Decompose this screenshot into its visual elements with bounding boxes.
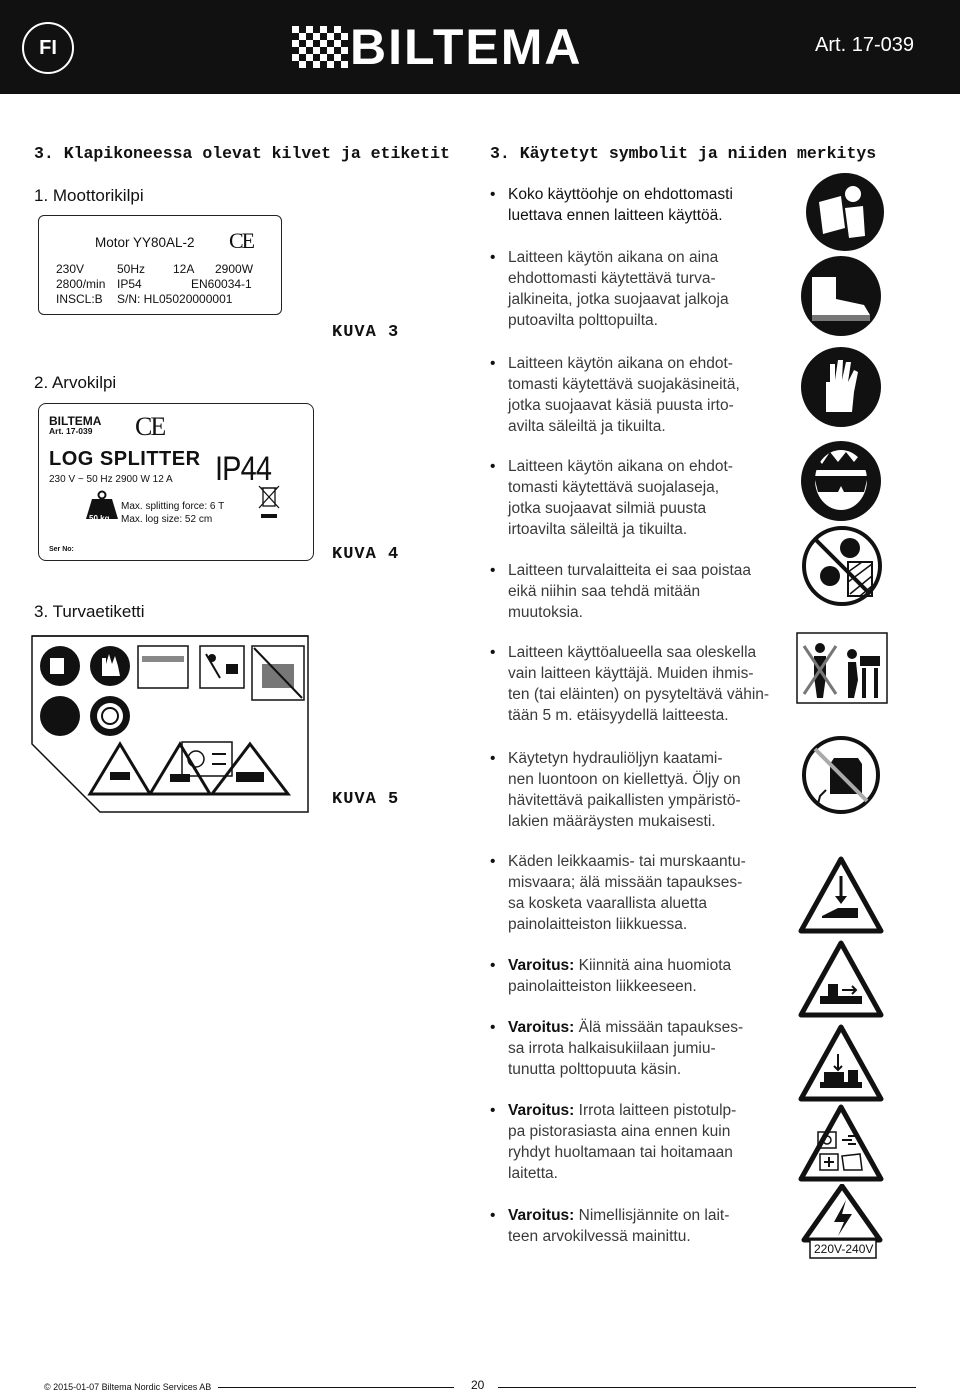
motor-standard: EN60034-1: [191, 277, 252, 291]
rating-brand: BILTEMA: [49, 414, 102, 428]
bullet: •: [490, 355, 496, 372]
bullet: •: [490, 1207, 496, 1224]
symbol-text: Älä missään tapaukses- sa irrota halkaisukiilaan jumiu- tunutta polttopuuta käsin.: [508, 1019, 744, 1078]
jammed-log-warning-icon: [798, 1024, 884, 1102]
rating-limits: [121, 500, 224, 526]
symbol-item: [490, 748, 790, 832]
no-removing-guards-icon: [800, 524, 884, 608]
bullet: •: [490, 1102, 496, 1119]
language-badge: FI: [22, 22, 74, 74]
checker-flag-icon: [292, 22, 348, 72]
labels-heading: 3. Klapikoneessa olevat kilvet ja etiketit: [34, 144, 450, 163]
brand-name: BILTEMA: [350, 19, 583, 75]
gloves-icon: [800, 346, 882, 428]
motor-current: 12A: [173, 262, 195, 276]
symbol-item: [490, 642, 790, 726]
symbol-item: [490, 353, 790, 437]
ip-rating: IP44: [215, 450, 272, 488]
safety-label-heading: 3. Turvaetiketti: [34, 602, 145, 621]
symbol-item: [490, 1100, 790, 1184]
symbol-item: [490, 851, 790, 935]
symbol-item: [490, 247, 790, 331]
bullet: •: [490, 1019, 496, 1036]
warning-label: Varoitus:: [508, 957, 575, 974]
footer-copyright: © 2015-01-07 Biltema Nordic Services AB: [44, 1382, 212, 1392]
motor-insulation: INSCL:B: [56, 292, 103, 306]
article-number: Art. 17-039: [815, 34, 914, 56]
max-force: Max. splitting force: 6 T: [121, 501, 225, 512]
symbol-text: Nimellisjännite on lait- teen arvokilvessä mainittu.: [508, 1207, 730, 1245]
figure-label-4: KUVA 4: [332, 545, 400, 564]
motor-plate: [38, 215, 282, 315]
ce-mark: CE: [135, 412, 165, 441]
bullet: •: [490, 853, 496, 870]
symbol-text: Laitteen käyttöalueella saa oleskella vain laitteen käyttäjä. Muiden ihmis- ten (tai eläinten) on pysyteltävä vähin- tään 5 m. etäisyydellä laitteesta.: [508, 644, 770, 724]
symbol-text: Käytetyn hydrauliöljyn kaatami- nen luontoon on kiellettyä. Öljy on hävitettävä paikallisten ympäristö- lakien määräysten mukaisesti.: [508, 750, 741, 830]
symbol-item: [490, 1205, 790, 1247]
bullet: •: [490, 750, 496, 767]
unplug-warning-icon: [798, 1104, 884, 1182]
symbols-heading: 3. Käytetyt symbolit ja niiden merkitys: [490, 144, 877, 163]
bullet: •: [490, 562, 496, 579]
voltage-label: 220V-240V: [814, 1242, 874, 1256]
motor-plate-heading: 1. Moottorikilpi: [34, 186, 144, 205]
symbol-text: Käden leikkaamis- tai murskaantu- misvaara; älä missään tapaukses- sa kosketa vaarallista aluetta painolaitteiston liikkuessa.: [508, 853, 746, 933]
rating-spec: 230 V ~ 50 Hz 2900 W 12 A: [49, 474, 173, 485]
symbol-item: [490, 184, 790, 226]
symbol-text: Laitteen käytön aikana on ehdot- tomasti käytettävä suojakäsineitä, jotka suojaavat käsiä puusta irto- avilta säleiltä ja tikuilta.: [508, 355, 740, 435]
footer-rule: [218, 1387, 454, 1388]
symbol-item: [490, 1017, 790, 1080]
symbol-text: Laitteen käytön aikana on aina ehdottomasti käytettävä turva- jalkineita, jotka suojaavat jalkoja putoavilta polttopuilta.: [508, 249, 729, 329]
no-oil-dumping-icon: [800, 734, 882, 816]
warning-label: Varoitus:: [508, 1019, 575, 1036]
symbol-item: [490, 560, 790, 623]
symbol-item: [490, 456, 790, 540]
bullet: •: [490, 957, 496, 974]
safety-label: [30, 634, 310, 814]
motor-speed: 2800/min: [56, 277, 106, 291]
warning-label: Varoitus:: [508, 1207, 575, 1224]
rating-art: Art. 17-039: [49, 426, 93, 436]
safety-boots-icon: [800, 255, 882, 337]
motor-row: [56, 262, 254, 276]
max-log-size: Max. log size: 52 cm: [121, 514, 213, 525]
symbol-text: Koko käyttöohje on ehdottomasti luettava ennen laitteen käyttöä.: [508, 186, 733, 224]
motor-voltage: 230V: [56, 262, 85, 276]
symbol-text: Irrota laitteen pistotulp- pa pistorasiasta aina ennen kuin ryhdyt huoltamaan tai hoitamaan laitetta.: [508, 1102, 737, 1182]
header-bar: [0, 0, 960, 94]
read-manual-icon: [805, 172, 885, 252]
brand-logo: [292, 19, 668, 75]
motor-row: [56, 292, 233, 306]
bullet: •: [490, 644, 496, 661]
rating-plate: [38, 403, 314, 561]
motor-model: Motor YY80AL-2: [95, 235, 195, 250]
moving-ram-warning-icon: [798, 940, 884, 1018]
symbol-text: Laitteen käytön aikana on ehdot- tomasti käytettävä suojalaseja, jotka suojaavat silmiä puusta irtoavilta säleiltä ja tikuilta.: [508, 458, 733, 538]
crush-hazard-icon: [798, 856, 884, 934]
motor-ip: IP54: [117, 277, 142, 291]
keep-distance-icon: [796, 632, 888, 704]
figure-label-3: KUVA 3: [332, 323, 400, 342]
motor-row: [56, 277, 252, 291]
weee-bin-icon: [257, 484, 281, 524]
bullet: •: [490, 186, 496, 203]
symbol-item: [490, 955, 790, 997]
motor-frequency: 50Hz: [117, 262, 146, 276]
page-number: 20: [471, 1378, 485, 1392]
weight-value: 50 kg: [89, 514, 110, 523]
warning-label: Varoitus:: [508, 1102, 575, 1119]
footer-rule: [498, 1387, 916, 1388]
symbol-text: Kiinnitä aina huomiota painolaitteiston liikkeeseen.: [508, 957, 732, 995]
rating-plate-heading: 2. Arvokilpi: [34, 373, 117, 392]
bullet: •: [490, 249, 496, 266]
goggles-icon: [800, 440, 882, 522]
product-title: LOG SPLITTER: [49, 448, 201, 470]
ce-mark: CE: [229, 228, 254, 253]
bullet: •: [490, 458, 496, 475]
figure-label-5: KUVA 5: [332, 790, 400, 809]
motor-power: 2900W: [215, 262, 254, 276]
motor-serial: S/N: HL05020000001: [117, 292, 233, 306]
symbol-text: Laitteen turvalaitteita ei saa poistaa eikä niihin saa tehdä mitään muutoksia.: [508, 562, 751, 621]
serial-label: Ser No:: [49, 546, 74, 553]
